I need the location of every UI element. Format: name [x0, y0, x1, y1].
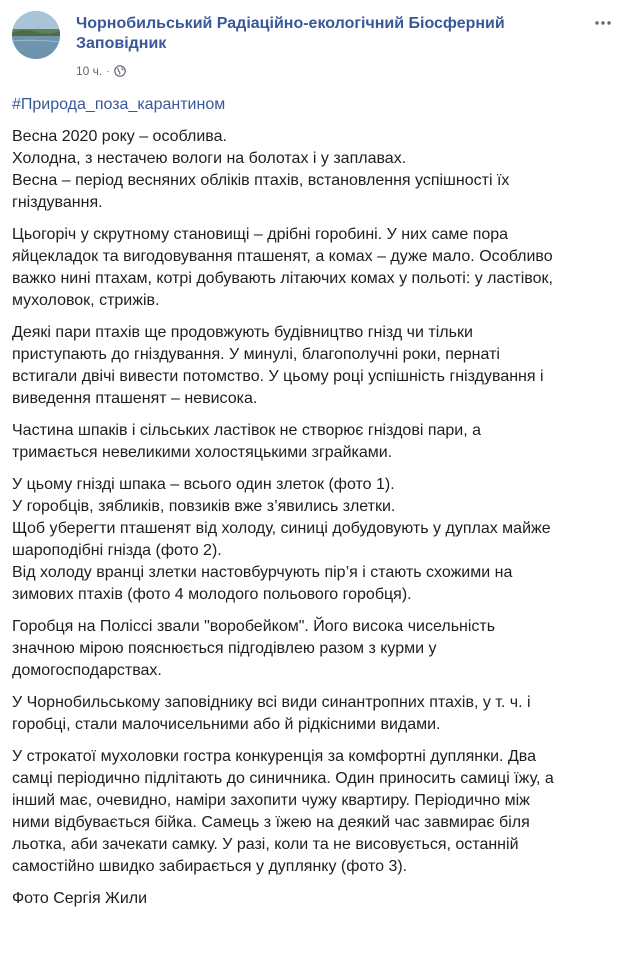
paragraph-line: шароподібні гнізда (фото 2). — [12, 542, 222, 559]
post-paragraphs — [12, 126, 616, 910]
paragraph-line: зимових птахів (фото 4 молодого польового горобця). — [12, 586, 412, 603]
paragraph-line: приступають до гніздування. У минулі, благополучні роки, пернаті — [12, 346, 500, 363]
paragraph-line: домогосподарствах. — [12, 662, 162, 679]
paragraph-line: Частина шпаків і сільських ластівок не створює гніздові пари, а — [12, 422, 481, 439]
post-paragraph — [12, 888, 616, 910]
paragraph-line: мухоловок, стрижів. — [12, 292, 160, 309]
paragraph-line: Весна – період весняних обліків птахів, встановлення успішності їх — [12, 172, 510, 189]
post-paragraph — [12, 322, 616, 410]
paragraph-line: Весна 2020 року – особлива. — [12, 128, 227, 145]
post-paragraph — [12, 474, 616, 606]
paragraph-line: значною мірою пояснюється підгодівлею разом з курми у — [12, 640, 437, 657]
paragraph-line: горобці, стали малочисельними або й рідкісними видами. — [12, 716, 441, 733]
paragraph-line: Деякі пари птахів ще продовжують будівництво гнізд чи тільки — [12, 324, 473, 341]
page-name-line: Чорнобильський Радіаційно-екологічний Біосферний — [76, 15, 505, 32]
avatar-landscape-image — [12, 11, 60, 59]
meta-separator: · — [106, 65, 110, 77]
post-paragraph — [12, 126, 616, 214]
paragraph-line: важко нині птахам, котрі добувають літаючих комах у польоті: у ластівок, — [12, 270, 553, 287]
paragraph-line: тримається невеликими холостяцькими зграйками. — [12, 444, 393, 461]
post-header — [12, 11, 615, 78]
post-paragraph — [12, 224, 616, 312]
page-name-link[interactable] — [76, 14, 576, 54]
paragraph-line: Холодна, з нестачею вологи на болотах і у заплавах. — [12, 150, 407, 167]
paragraph-line: У Чорнобильському заповіднику всі види синантропних птахів, у т. ч. і — [12, 694, 531, 711]
paragraph-line: У строкатої мухоловки гостра конкуренція за комфортні дуплянки. Два — [12, 748, 536, 765]
paragraph-line: Від холоду вранці злетки настовбурчують пір’я і стають схожими на — [12, 564, 513, 581]
paragraph-line: гніздування. — [12, 194, 103, 211]
post-meta — [76, 64, 126, 78]
post-timestamp[interactable]: 10 ч. — [76, 64, 103, 78]
paragraph-line: Щоб уберегти пташенят від холоду, синиці добудовують у дуплах майже — [12, 520, 551, 537]
globe-icon[interactable] — [114, 65, 126, 77]
paragraph-line: Горобця на Поліссі звали "воробейком". Його висока чисельність — [12, 618, 496, 635]
paragraph-line: Цьогоріч у скрутному становищі – дрібні горобині. У них саме пора — [12, 226, 509, 243]
paragraph-line: інший має, очевидно, наміри захопити чужу квартиру. Періодично між — [12, 792, 530, 809]
paragraph-line: самці періодично підлітають до синичника. Один приносить самиці їжу, а — [12, 770, 554, 787]
paragraph-line: У цьому гнізді шпака – всього один злеток (фото 1). — [12, 476, 395, 493]
paragraph-line: У горобців, зябликів, повзиків вже з’явились злетки. — [12, 498, 396, 515]
post-paragraph — [12, 420, 616, 464]
paragraph-line: встигали двічі вивести потомство. У цьому році успішність гніздування і — [12, 368, 544, 385]
post-paragraph — [12, 616, 616, 682]
page-avatar[interactable] — [12, 11, 60, 59]
more-dots-icon[interactable] — [591, 11, 615, 35]
paragraph-line: льотка, аби зачекати самку. У разі, коли та не висовується, останній — [12, 836, 519, 853]
paragraph-line: Фото Сергія Жили — [12, 890, 148, 907]
paragraph-line: яйцекладок та вигодовування пташенят, а комах – дуже мало. Особливо — [12, 248, 553, 265]
post-paragraph — [12, 746, 616, 878]
post-body — [12, 94, 616, 920]
paragraph-line: виведення пташенят – невисока. — [12, 390, 258, 407]
post-paragraph — [12, 692, 616, 736]
paragraph-line: самостійно швидко забирається у дуплянку (фото 3). — [12, 858, 408, 875]
page-name-line: Заповідник — [76, 35, 167, 52]
paragraph-line: ними відбувається бійка. Самець з їжею на деякий час завмирає біля — [12, 814, 530, 831]
hashtag-link[interactable]: #Природа_поза_карантином — [12, 96, 226, 113]
